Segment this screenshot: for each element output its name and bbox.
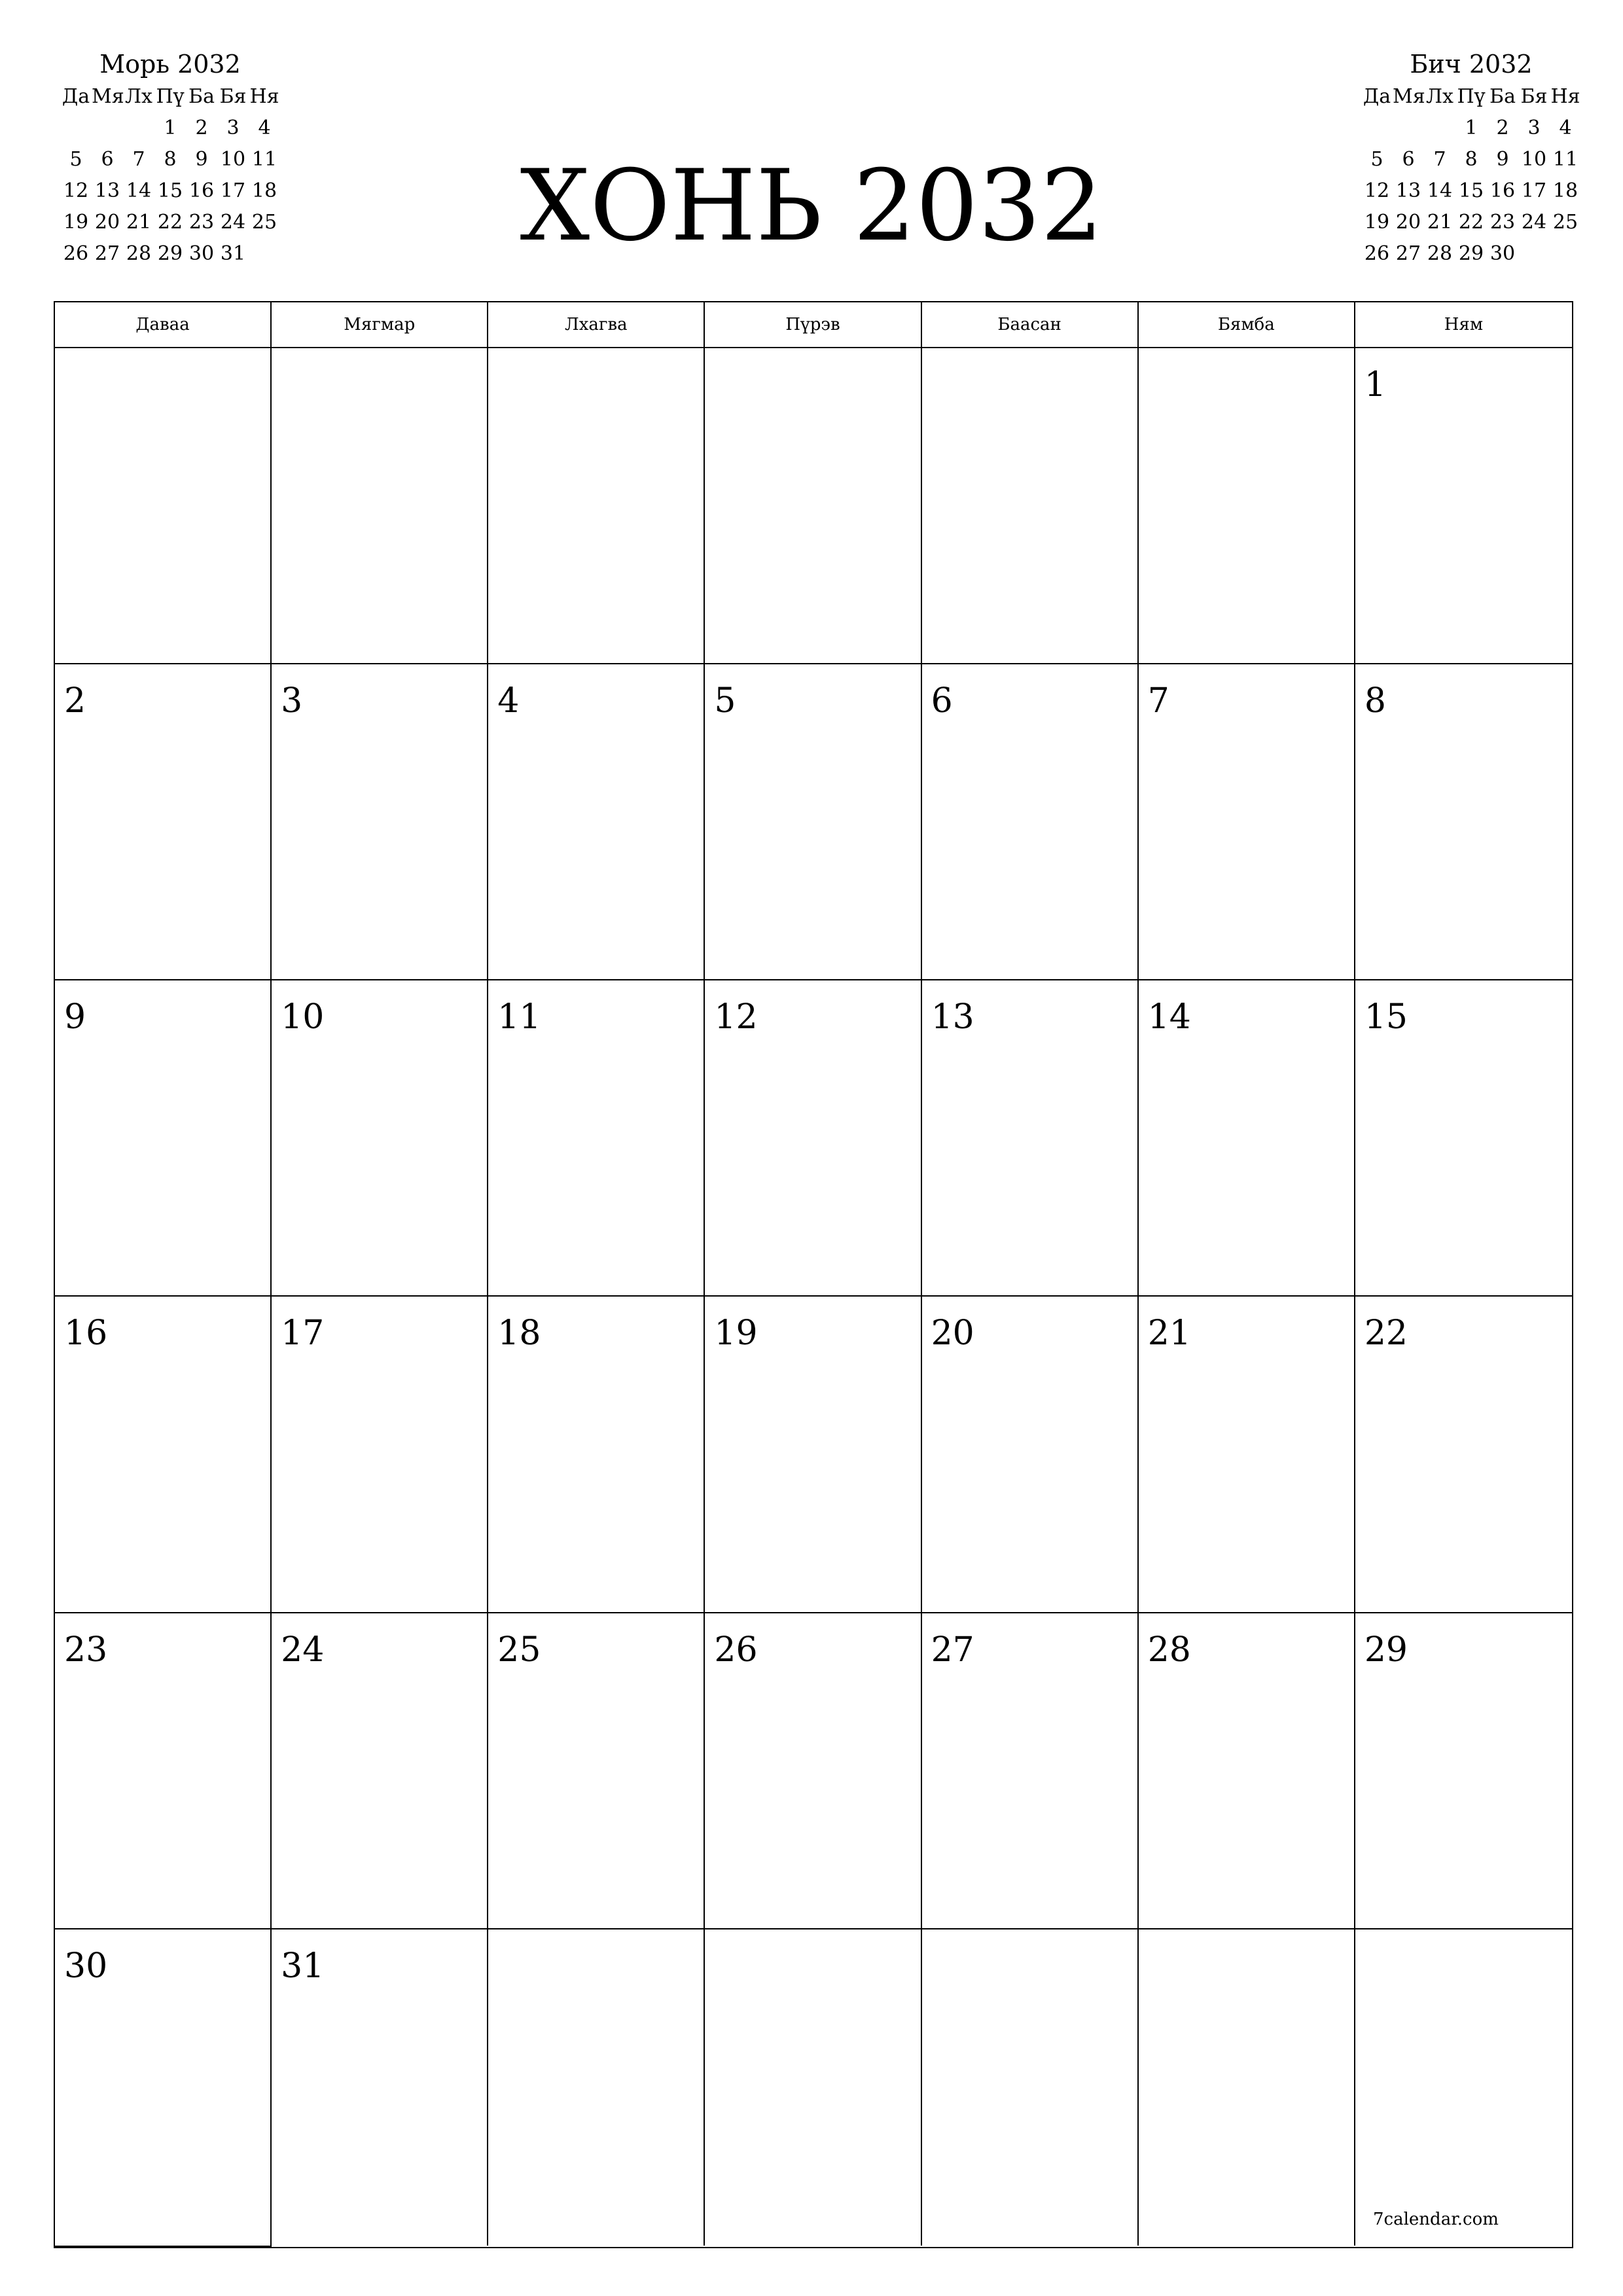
mini-day: 8	[164, 148, 177, 171]
weekday-header: Баасан	[922, 302, 1139, 348]
mini-weekday-header: Бя	[219, 85, 247, 108]
mini-day: 3	[1527, 117, 1541, 139]
mini-day	[123, 113, 154, 144]
day-number: 22	[1364, 1314, 1408, 1354]
day-cell[interactable]	[1139, 664, 1355, 980]
mini-day: 22	[1458, 211, 1484, 234]
mini-day: 4	[258, 117, 271, 139]
mini-day: 1	[1465, 117, 1478, 139]
day-cell[interactable]	[488, 1929, 705, 2246]
day-number: 29	[1364, 1630, 1408, 1670]
day-number: 3	[281, 681, 303, 721]
mini-day: 24	[1521, 211, 1547, 234]
mini-day: 9	[195, 148, 208, 171]
mini-day: 4	[1559, 117, 1572, 139]
day-number: 10	[281, 997, 325, 1037]
mini-day: 20	[1395, 211, 1421, 234]
day-cell[interactable]	[1355, 664, 1572, 980]
mini-weekday-header: Пү	[156, 85, 185, 108]
day-number: 4	[497, 681, 520, 721]
mini-day	[1424, 113, 1455, 144]
mini-day	[92, 113, 123, 144]
mini-day: 29	[1458, 242, 1484, 265]
mini-day: 2	[1496, 117, 1509, 139]
mini-day: 25	[1552, 211, 1578, 234]
mini-day: 17	[220, 179, 246, 202]
day-number: 12	[714, 997, 758, 1037]
mini-day: 19	[63, 211, 89, 234]
day-cell[interactable]	[922, 1613, 1139, 1929]
mini-day: 15	[157, 179, 183, 202]
mini-weekday-header: Мя	[1393, 85, 1425, 108]
day-number: 24	[281, 1630, 325, 1670]
mini-weekday-header: Да	[1363, 85, 1391, 108]
mini-day: 23	[1489, 211, 1516, 234]
day-number: 19	[714, 1314, 758, 1354]
day-cell[interactable]	[705, 1613, 921, 1929]
day-number: 2	[64, 681, 86, 721]
day-cell[interactable]	[1139, 1613, 1355, 1929]
mini-day	[1361, 113, 1393, 144]
weekday-header: Пүрэв	[705, 302, 921, 348]
mini-calendar-next	[1353, 47, 1589, 270]
day-number: 14	[1147, 997, 1191, 1037]
day-number: 9	[64, 997, 86, 1037]
day-cell[interactable]	[705, 1297, 921, 1613]
mini-day: 3	[226, 117, 240, 139]
mini-day: 13	[1395, 179, 1421, 202]
mini-weekday-header: Да	[62, 85, 90, 108]
mini-day: 26	[63, 242, 89, 265]
day-number: 25	[497, 1630, 541, 1670]
day-cell[interactable]	[488, 1613, 705, 1929]
mini-weekday-header: Ба	[1489, 85, 1516, 108]
day-number: 1	[1364, 365, 1386, 404]
day-number: 28	[1147, 1630, 1191, 1670]
day-cell[interactable]	[1139, 1297, 1355, 1613]
mini-day: 30	[188, 242, 215, 265]
mini-day	[60, 113, 92, 144]
mini-day: 21	[126, 211, 152, 234]
day-cell[interactable]	[1139, 980, 1355, 1297]
mini-calendar-prev-title: Морь 2032	[99, 50, 241, 79]
day-cell[interactable]	[705, 980, 921, 1297]
day-number: 6	[931, 681, 953, 721]
day-number: 8	[1364, 681, 1386, 721]
day-cell[interactable]	[272, 664, 488, 980]
mini-day: 14	[126, 179, 152, 202]
day-cell[interactable]	[55, 348, 272, 664]
mini-day: 13	[94, 179, 120, 202]
mini-day: 16	[1489, 179, 1516, 202]
day-cell[interactable]	[272, 1613, 488, 1929]
mini-day: 5	[1370, 148, 1383, 171]
mini-day: 21	[1427, 211, 1453, 234]
mini-day: 27	[1395, 242, 1421, 265]
weekday-header: Бямба	[1139, 302, 1355, 348]
mini-day: 19	[1364, 211, 1390, 234]
mini-day: 22	[157, 211, 183, 234]
day-cell[interactable]	[55, 1613, 272, 1929]
day-cell[interactable]	[1139, 348, 1355, 664]
weekday-header: Даваа	[55, 302, 272, 348]
day-cell[interactable]	[488, 1297, 705, 1613]
mini-day: 23	[188, 211, 215, 234]
mini-day: 27	[94, 242, 120, 265]
day-number: 21	[1147, 1314, 1191, 1354]
mini-day: 10	[220, 148, 246, 171]
day-number: 26	[714, 1630, 758, 1670]
mini-weekday-header: Лх	[125, 85, 152, 108]
mini-weekday-header: Мя	[92, 85, 124, 108]
mini-day: 25	[251, 211, 277, 234]
mini-day: 5	[69, 148, 82, 171]
mini-day: 11	[251, 148, 277, 171]
day-cell[interactable]	[1355, 1929, 1572, 2246]
day-cell[interactable]	[488, 664, 705, 980]
mini-day: 7	[1433, 148, 1446, 171]
mini-day: 6	[1402, 148, 1415, 171]
day-cell[interactable]	[922, 664, 1139, 980]
mini-weekday-header: Пү	[1457, 85, 1486, 108]
mini-day: 14	[1427, 179, 1453, 202]
mini-day: 28	[1427, 242, 1453, 265]
day-cell[interactable]	[922, 980, 1139, 1297]
mini-day: 7	[132, 148, 145, 171]
site-credit: 7calendar.com	[1373, 2210, 1499, 2229]
day-cell[interactable]	[922, 1929, 1139, 2246]
day-cell[interactable]	[55, 980, 272, 1297]
mini-day: 11	[1552, 148, 1578, 171]
day-cell[interactable]	[922, 348, 1139, 664]
day-cell[interactable]	[55, 1297, 272, 1613]
mini-day: 9	[1496, 148, 1509, 171]
day-number: 15	[1364, 997, 1408, 1037]
day-cell[interactable]	[705, 664, 921, 980]
mini-day: 24	[220, 211, 246, 234]
day-number: 16	[64, 1314, 108, 1354]
day-cell[interactable]	[1139, 1929, 1355, 2246]
day-cell[interactable]	[922, 1297, 1139, 1613]
day-cell[interactable]	[272, 1297, 488, 1613]
mini-weekday-header: Бя	[1520, 85, 1548, 108]
day-number: 31	[281, 1946, 325, 1986]
day-cell[interactable]	[272, 348, 488, 664]
mini-day: 17	[1521, 179, 1547, 202]
mini-weekday-header: Лх	[1426, 85, 1454, 108]
page-title: ХОНЬ 2032	[520, 149, 1103, 263]
day-number: 5	[714, 681, 736, 721]
month-grid	[54, 301, 1573, 2248]
mini-weekday-header: Ня	[1550, 85, 1580, 108]
mini-weekday-header: Ба	[188, 85, 215, 108]
mini-day: 28	[126, 242, 152, 265]
day-number: 23	[64, 1630, 108, 1670]
mini-calendar-next-grid	[1353, 81, 1589, 270]
mini-day: 26	[1364, 242, 1390, 265]
mini-day: 8	[1465, 148, 1478, 171]
mini-day: 12	[1364, 179, 1390, 202]
day-number: 27	[931, 1630, 974, 1670]
mini-day: 1	[164, 117, 177, 139]
mini-calendar-next-title: Бич 2032	[1410, 50, 1533, 79]
mini-weekday-header: Ня	[249, 85, 279, 108]
day-number: 7	[1147, 681, 1169, 721]
mini-day: 15	[1458, 179, 1484, 202]
day-cell[interactable]	[1355, 1613, 1572, 1929]
mini-day: 29	[157, 242, 183, 265]
day-cell[interactable]	[272, 980, 488, 1297]
day-number: 13	[931, 997, 974, 1037]
weekday-header: Ням	[1355, 302, 1572, 348]
day-number: 18	[497, 1314, 541, 1354]
mini-day: 16	[188, 179, 215, 202]
mini-day: 18	[1552, 179, 1578, 202]
day-cell[interactable]	[55, 1929, 272, 2246]
day-number: 30	[64, 1946, 108, 1986]
day-cell[interactable]	[1355, 1297, 1572, 1613]
day-number: 17	[281, 1314, 325, 1354]
day-number: 11	[497, 997, 541, 1037]
day-cell[interactable]	[55, 2246, 272, 2247]
day-cell[interactable]	[705, 1929, 921, 2246]
mini-day: 31	[220, 242, 246, 265]
day-number: 20	[931, 1314, 974, 1354]
day-cell[interactable]	[1355, 980, 1572, 1297]
mini-day: 12	[63, 179, 89, 202]
mini-day: 2	[195, 117, 208, 139]
day-cell[interactable]	[705, 348, 921, 664]
mini-day: 18	[251, 179, 277, 202]
day-cell[interactable]	[55, 664, 272, 980]
mini-day: 10	[1521, 148, 1547, 171]
day-cell[interactable]	[1355, 348, 1572, 664]
weekday-header: Мягмар	[272, 302, 488, 348]
mini-day	[1393, 113, 1424, 144]
mini-day: 6	[101, 148, 114, 171]
mini-day: 20	[94, 211, 120, 234]
weekday-header: Лхагва	[488, 302, 705, 348]
mini-day: 30	[1489, 242, 1516, 265]
day-cell[interactable]	[488, 980, 705, 1297]
day-cell[interactable]	[272, 1929, 488, 2246]
day-cell[interactable]	[488, 348, 705, 664]
